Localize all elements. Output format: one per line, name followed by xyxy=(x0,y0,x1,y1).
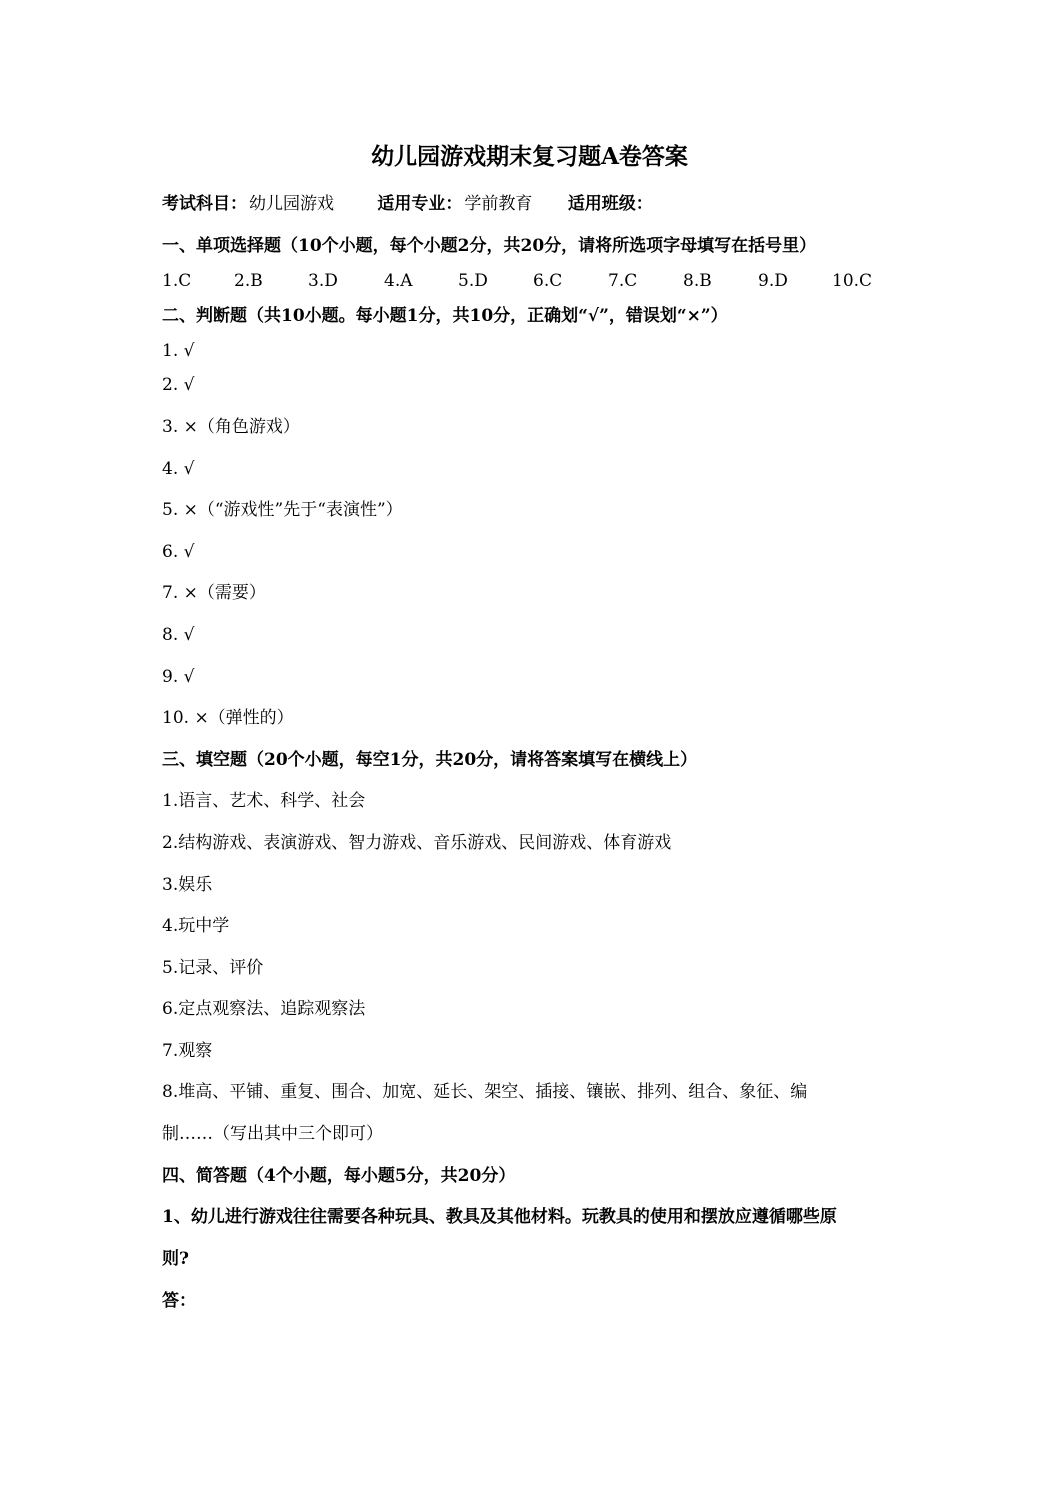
document-title: 幼儿园游戏期末复习题A卷答案 xyxy=(371,143,688,170)
mc-answer: 3.D xyxy=(308,271,338,291)
major-label: 适用专业： xyxy=(377,194,463,214)
tf-answer: 8. √ xyxy=(162,625,195,645)
section4-heading: 四、简答题（4个小题，每小题5分，共20分） xyxy=(162,1166,516,1186)
tf-answer: 5. ×（“游戏性”先于“表演性”） xyxy=(162,500,403,520)
mc-answer: 6.C xyxy=(533,271,563,291)
exam-meta xyxy=(162,191,653,217)
section1-answers xyxy=(162,268,882,294)
section1-heading: 一、单项选择题（10个小题，每个小题2分，共20分，请将所选项字母填写在括号里） xyxy=(162,236,817,256)
mc-answer: 9.D xyxy=(758,271,788,291)
mc-answer: 2.B xyxy=(234,271,263,291)
mc-answer: 10.C xyxy=(832,271,873,291)
fill-answer: 7.观察 xyxy=(162,1041,213,1061)
tf-answer: 10. ×（弹性的） xyxy=(162,708,294,728)
fill-answer: 3.娱乐 xyxy=(162,875,213,895)
mc-answer: 7.C xyxy=(608,271,638,291)
fill-answer: 2.结构游戏、表演游戏、智力游戏、音乐游戏、民间游戏、体育游戏 xyxy=(162,833,672,853)
fill-answer: 5.记录、评价 xyxy=(162,958,264,978)
subject-label: 考试科目： xyxy=(162,194,247,214)
fill-answer: 6.定点观察法、追踪观察法 xyxy=(162,999,366,1019)
fill-answer: 1.语言、艺术、科学、社会 xyxy=(162,791,366,811)
short-answer-question-cont: 则? xyxy=(162,1249,189,1269)
mc-answer: 4.A xyxy=(384,271,413,291)
mc-answer: 1.C xyxy=(162,271,192,291)
tf-answer: 2. √ xyxy=(162,375,195,395)
subject-value: 幼儿园游戏 xyxy=(249,194,334,214)
tf-answer: 1. √ xyxy=(162,341,195,361)
tf-answer: 3. ×（角色游戏） xyxy=(162,417,300,437)
answer-label: 答： xyxy=(162,1291,196,1311)
fill-answer: 制……（写出其中三个即可） xyxy=(162,1124,383,1144)
tf-answer: 7. ×（需要） xyxy=(162,583,266,603)
mc-answer: 8.B xyxy=(683,271,712,291)
major-value: 学前教育 xyxy=(464,194,533,214)
section3-heading: 三、填空题（20个小题，每空1分，共20分，请将答案填写在横线上） xyxy=(162,750,698,770)
tf-answer: 4. √ xyxy=(162,459,195,479)
mc-answer: 5.D xyxy=(458,271,488,291)
tf-answer: 6. √ xyxy=(162,542,195,562)
short-answer-question: 1、幼儿进行游戏往往需要各种玩具、教具及其他材料。玩教具的使用和摆放应遵循哪些原 xyxy=(162,1207,837,1227)
tf-answer: 9. √ xyxy=(162,667,195,687)
class-label: 适用班级： xyxy=(567,194,653,214)
section2-heading: 二、判断题（共10小题。每小题1分，共10分，正确划“√”，错误划“×”） xyxy=(162,306,728,326)
fill-answer: 4.玩中学 xyxy=(162,916,230,936)
fill-answer: 8.堆高、平铺、重复、围合、加宽、延长、架空、插接、镶嵌、排列、组合、象征、编 xyxy=(162,1082,808,1102)
